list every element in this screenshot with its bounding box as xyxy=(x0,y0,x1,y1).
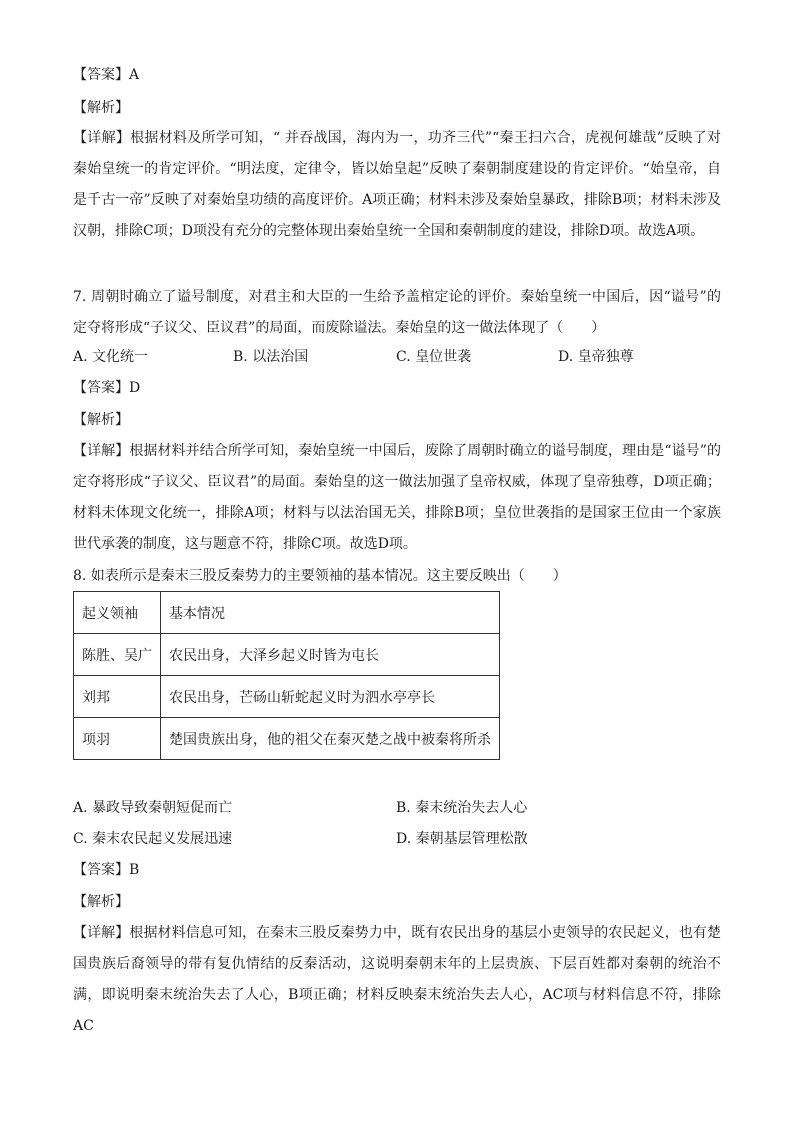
q8-option-a: A. 暴政导致秦朝短促而亡 xyxy=(73,800,233,816)
q7-stem: 7. 周朝时确立了谥号制度，对君主和大臣的一生给予盖棺定论的评价。秦始皇统一中国后，因“谥号”的定夺将形成“子议父、臣议君”的局面，而废除谥法。秦始皇的这一做法体现了（ ） xyxy=(73,289,721,336)
q7-answer: 【答案】D xyxy=(73,380,141,396)
table-header-row xyxy=(74,592,500,634)
q6-detail: 【详解】根据材料及所学可知，“ 并吞战国，海内为一，功齐三代”“秦王扫六合，虎视何雄哉”反映了对秦始皇统一的肯定评价。“明法度，定律令，皆以始皇起”反映了秦朝制度建设的肯定评价。“始皇帝，自是千古一帝”反映了对秦始皇功绩的高度评价。A项正确；材料未涉及秦始皇暴政，排除B项；材料未涉及汉朝，排除C项；D项没有充分的完整体现出秦始皇统一全国和秦朝制度的建设，排除D项。故选A项。 xyxy=(73,130,721,239)
q8-option-b: B. 秦末统治失去人心 xyxy=(396,800,528,816)
table-cell: 楚国贵族出身，他的祖父在秦灭楚之战中被秦将所杀 xyxy=(161,718,500,760)
q8-option-c: C. 秦末农民起义发展迅速 xyxy=(73,831,233,847)
q7-option-c: C. 皇位世袭 xyxy=(396,349,472,365)
table-cell: 陈胜、吴广 xyxy=(74,634,161,676)
table-row xyxy=(74,676,500,718)
q8-stem: 8. 如表所示是秦末三股反秦势力的主要领袖的基本情况。这主要反映出（ ） xyxy=(73,568,567,584)
table-cell: 农民出身，大泽乡起义时皆为屯长 xyxy=(161,634,500,676)
q7-option-b: B. 以法治国 xyxy=(233,349,309,365)
q7-option-d: D. 皇帝独尊 xyxy=(558,349,634,365)
q8-answer: 【答案】B xyxy=(73,862,140,878)
q7-detail: 【详解】根据材料并结合所学可知，秦始皇统一中国后，废除了周朝时确立的谥号制度，理由是“谥号”的定夺将形成“子议父、臣议君”的局面。秦始皇的这一做法加强了皇帝权威，体现了皇帝独尊，D项正确；材料未体现文化统一，排除A项；材料与以法治国无关，排除B项；皇位世袭指的是国家王位由一个家族世代承袭的制度，这与题意不符，排除C项。故选D项。 xyxy=(73,443,721,552)
q8-analysis: 【解析】 xyxy=(73,894,129,910)
leaders-table xyxy=(73,591,500,760)
q6-analysis: 【解析】 xyxy=(73,100,129,116)
q6-answer: 【答案】A xyxy=(73,67,140,83)
table-header-cell: 基本情况 xyxy=(161,592,500,634)
table-cell: 农民出身，芒砀山斩蛇起义时为泗水亭亭长 xyxy=(161,676,500,718)
table-cell: 刘邦 xyxy=(74,676,161,718)
table-header-cell: 起义领袖 xyxy=(74,592,161,634)
q8-option-d: D. 秦朝基层管理松散 xyxy=(396,831,528,847)
q8-detail: 【详解】根据材料信息可知，在秦末三股反秦势力中，既有农民出身的基层小吏领导的农民起义，也有楚国贵族后裔领导的带有复仇情结的反秦活动，这说明秦朝末年的上层贵族、下层百姓都对秦朝的统治不满，即说明秦末统治失去了人心，B项正确；材料反映秦末统治失去人心，AC项与材料信息不符，排除AC xyxy=(73,925,721,1034)
q7-option-a: A. 文化统一 xyxy=(73,349,149,365)
table-row xyxy=(74,718,500,760)
q7-analysis: 【解析】 xyxy=(73,412,129,428)
table-row xyxy=(74,634,500,676)
table-cell: 项羽 xyxy=(74,718,161,760)
